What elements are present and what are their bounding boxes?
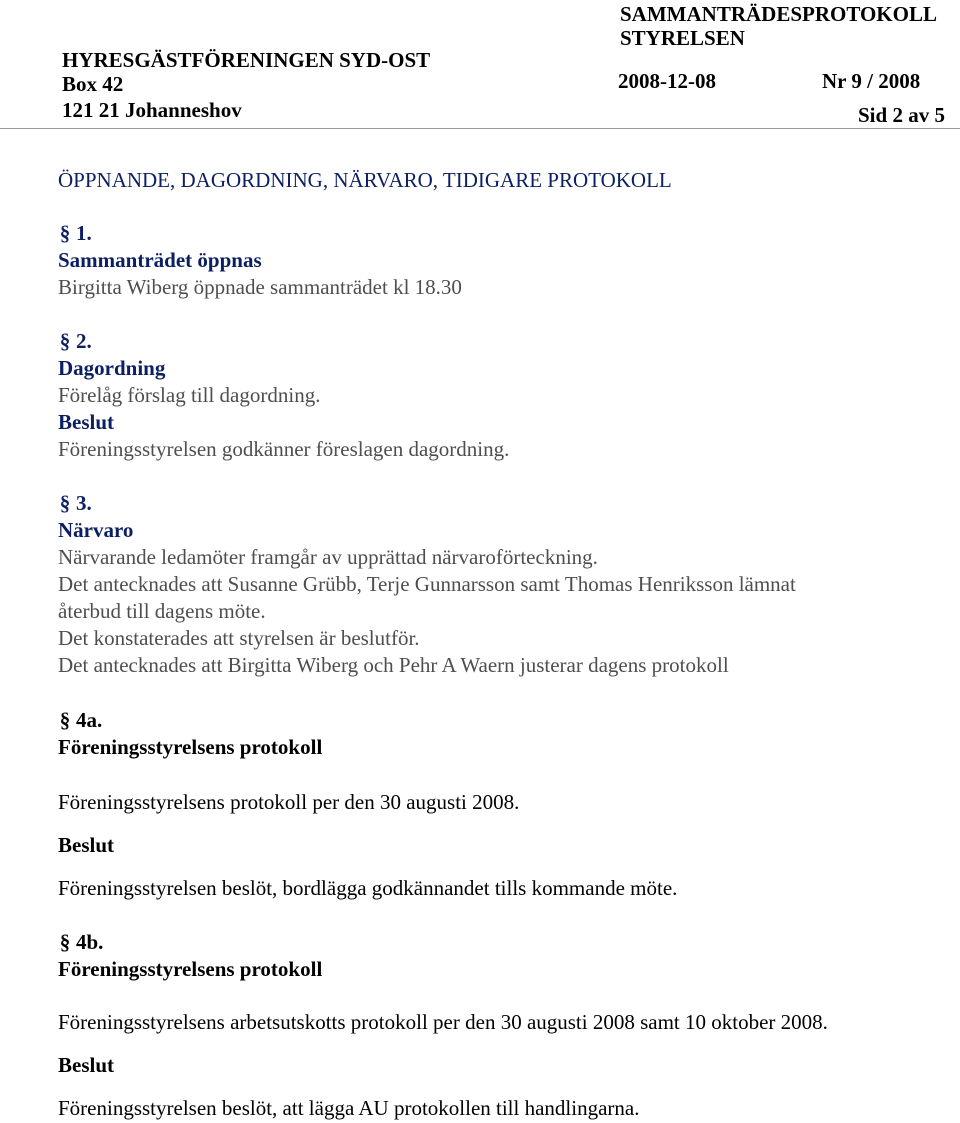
section-4b-decision: Föreningsstyrelsen beslöt, att lägga AU protokollen till handlingarna. (58, 1096, 640, 1120)
section-4a-text: Föreningsstyrelsens protokoll per den 30 augusti 2008. (58, 790, 520, 814)
section-3-title: Närvaro (58, 518, 134, 542)
protocol-number: Nr 9 / 2008 (822, 69, 921, 93)
section-4a-title: Föreningsstyrelsens protokoll (58, 735, 323, 759)
section-4b-number: § 4b. (59, 930, 104, 954)
section-4a-number: § 4a. (59, 708, 103, 732)
section-4a (58, 707, 322, 761)
section-3-line: återbud till dagens möte. (58, 599, 266, 623)
section-4a-decision: Föreningsstyrelsen beslöt, bordlägga godkännandet tills kommande möte. (58, 876, 678, 900)
section-2-number: § 2. (59, 329, 92, 353)
section-3-line: Det antecknades att Susanne Grübb, Terje Gunnarsson samt Thomas Henriksson lämnat (58, 572, 796, 596)
paragraph-icon: § (59, 329, 71, 353)
org-name: HYRESGÄSTFÖRENINGEN SYD-OST (62, 48, 431, 72)
doc-subtitle: STYRELSEN (620, 26, 745, 50)
doc-title: SAMMANTRÄDESPROTOKOLL (620, 2, 937, 26)
section-3-line: Det antecknades att Birgitta Wiberg och Pehr A Waern justerar dagens protokoll (58, 653, 729, 677)
section-2-title: Dagordning (58, 356, 166, 380)
section-2 (58, 328, 509, 463)
meeting-date: 2008-12-08 (618, 69, 716, 93)
section-4b (58, 929, 322, 983)
paragraph-icon: § (59, 491, 71, 515)
section-3-number: § 3. (59, 491, 92, 515)
section-1-number: § 1. (59, 221, 92, 245)
section-1-title: Sammanträdet öppnas (58, 248, 262, 272)
section-3 (58, 490, 796, 679)
section-4b-text: Föreningsstyrelsens arbetsutskotts protokoll per den 30 augusti 2008 samt 10 oktober 2008. (58, 1010, 828, 1034)
header-divider (0, 128, 960, 129)
section-4b-title: Föreningsstyrelsens protokoll (58, 957, 323, 981)
section-2-line: Förelåg förslag till dagordning. (58, 383, 321, 407)
section-4a-decision-label: Beslut (58, 833, 115, 857)
org-city: 121 21 Johanneshov (62, 98, 242, 122)
section-1 (58, 220, 462, 301)
section-heading: ÖPPNANDE, DAGORDNING, NÄRVARO, TIDIGARE PROTOKOLL (58, 168, 672, 192)
section-2-decision-label: Beslut (58, 410, 115, 434)
paragraph-icon: § (59, 708, 71, 732)
org-box: Box 42 (62, 72, 124, 96)
section-4b-decision-label: Beslut (58, 1053, 115, 1077)
section-3-line: Det konstaterades att styrelsen är beslutför. (58, 626, 420, 650)
section-1-line: Birgitta Wiberg öppnade sammanträdet kl 18.30 (58, 275, 462, 299)
page-indicator: Sid 2 av 5 (858, 103, 945, 127)
paragraph-icon: § (59, 930, 71, 954)
section-2-decision: Föreningsstyrelsen godkänner föreslagen dagordning. (58, 437, 510, 461)
section-3-line: Närvarande ledamöter framgår av upprättad närvaroförteckning. (58, 545, 598, 569)
paragraph-icon: § (59, 221, 71, 245)
